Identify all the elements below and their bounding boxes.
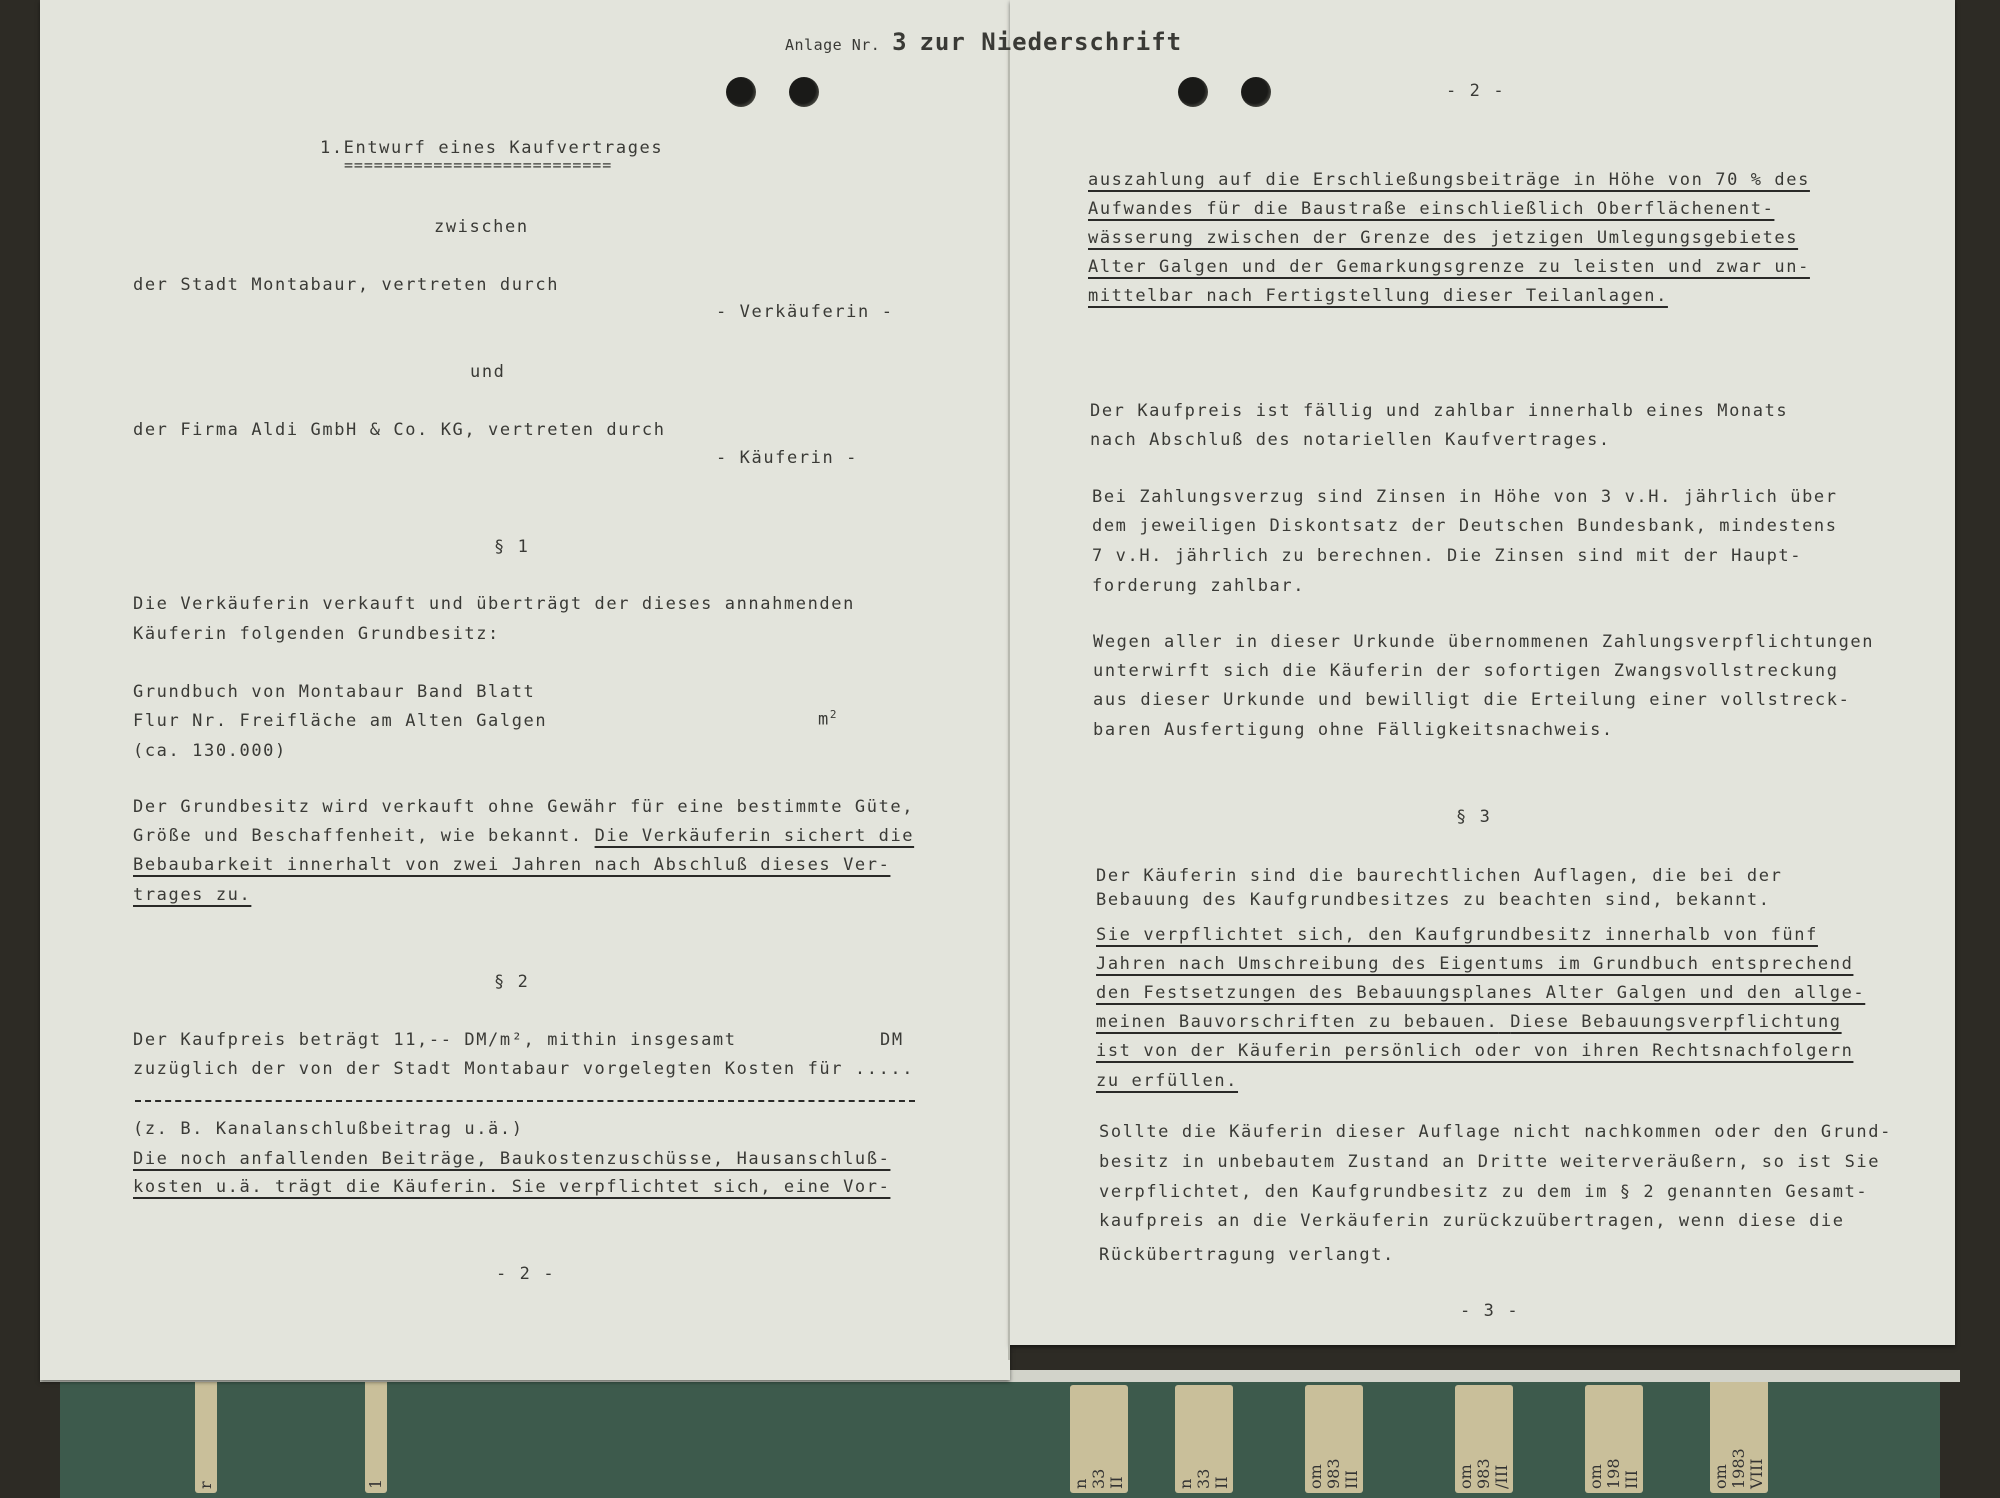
text-line: Wegen aller in dieser Urkunde übernommenen Zahlungsverpflichtungen: [1093, 632, 1875, 652]
text-line: verpflichtet, den Kaufgrundbesitz zu dem im § 2 genannten Gesamt-: [1099, 1182, 1869, 1202]
underlined-line: Alter Galgen und der Gemarkungsgrenze zu leisten und zwar un-: [1088, 257, 1810, 277]
underlined-line: den Festsetzungen des Bebauungsplanes Alter Galgen und den allge-: [1096, 983, 1866, 1003]
price-currency: DM: [880, 1030, 904, 1050]
underlined-line: Bebaubarkeit innerhalt von zwei Jahren nach Abschluß dieses Ver-: [133, 855, 891, 875]
text-line: Der Kaufpreis ist fällig und zahlbar innerhalb eines Monats: [1090, 401, 1789, 421]
folder-tab[interactable]: om 983 /III: [1455, 1385, 1513, 1493]
underlined-line: Jahren nach Umschreibung des Eigentums im Grundbuch entsprechend: [1096, 954, 1854, 974]
text-line: Bebauung des Kaufgrundbesitzes zu beachten sind, bekannt.: [1096, 890, 1771, 910]
party-seller: der Stadt Montabaur, vertreten durch: [133, 275, 560, 295]
section-3-heading: § 3: [1456, 807, 1492, 827]
punch-hole: [1241, 77, 1271, 107]
text-line: Die Verkäuferin verkauft und überträgt der dieses annahmenden: [133, 594, 855, 614]
text-line: Größe und Beschaffenheit, wie bekannt. Die Verkäuferin sichert die: [133, 826, 915, 846]
underlined-line: Sie verpflichtet sich, den Kaufgrundbesitz innerhalb von fünf: [1096, 925, 1818, 945]
underlined-line: meinen Bauvorschriften zu bebauen. Diese Bebauungsverpflichtung: [1096, 1012, 1842, 1032]
text-line: Bei Zahlungsverzug sind Zinsen in Höhe von 3 v.H. jährlich über: [1092, 487, 1838, 507]
buyer-role: - Käuferin -: [716, 448, 859, 468]
text-line: Der Grundbesitz wird verkauft ohne Gewähr für eine bestimmte Güte,: [133, 797, 915, 817]
text-line: forderung zahlbar.: [1092, 576, 1306, 596]
text-line: kaufpreis an die Verkäuferin zurückzuübertragen, wenn diese die: [1099, 1211, 1845, 1231]
price-line: Der Kaufpreis beträgt 11,-- DM/m², mithin insgesamt: [133, 1030, 737, 1050]
area-unit: $m^2$: [818, 708, 839, 730]
text-line: Käuferin folgenden Grundbesitz:: [133, 624, 500, 644]
folder-tab[interactable]: r: [195, 1375, 217, 1493]
text-line: Rückübertragung verlangt.: [1099, 1245, 1395, 1265]
text-line: (z. B. Kanalanschlußbeitrag u.ä.): [133, 1119, 524, 1139]
and-label: und: [470, 362, 506, 382]
text-line: 7 v.H. jährlich zu berechnen. Die Zinsen sind mit der Haupt-: [1092, 546, 1803, 566]
page-fold: [1008, 40, 1010, 1360]
land-parcel-line: Flur Nr. Freifläche am Alten Galgen: [133, 711, 548, 731]
text-line: zuzüglich der von der Stadt Montabaur vorgelegten Kosten für .....: [133, 1059, 915, 1079]
folder-tab[interactable]: n 33 II: [1070, 1385, 1128, 1493]
folder-tab[interactable]: 1: [365, 1375, 387, 1493]
contract-title: 1.Entwurf eines Kaufvertrages: [320, 138, 664, 158]
text-line: unterwirft sich die Käuferin der sofortigen Zwangsvollstreckung: [1093, 661, 1839, 681]
underlined-line: Aufwandes für die Baustraße einschließlich Oberflächenent-: [1088, 199, 1775, 219]
page-number: - 3 -: [1460, 1301, 1520, 1321]
text-line: nach Abschluß des notariellen Kaufvertrages.: [1090, 430, 1611, 450]
punch-hole: [789, 77, 819, 107]
text-line: Sollte die Käuferin dieser Auflage nicht nachkommen oder den Grund-: [1099, 1122, 1892, 1142]
underlined-line: zu erfüllen.: [1096, 1071, 1239, 1091]
page-number: - 2 -: [496, 1264, 556, 1284]
annex-header: Anlage Nr. 3 zur Niederschrift: [785, 28, 1183, 56]
underlined-line: kosten u.ä. trägt die Käuferin. Sie verpflichtet sich, eine Vor-: [133, 1177, 891, 1197]
area-estimate: (ca. 130.000): [133, 741, 287, 761]
underlined-line: Die noch anfallenden Beiträge, Baukostenzuschüsse, Hausanschluß-: [133, 1149, 891, 1169]
underlined-line: mittelbar nach Fertigstellung dieser Teilanlagen.: [1088, 286, 1668, 306]
land-register-line: Grundbuch von Montabaur Band Blatt: [133, 682, 536, 702]
punch-hole: [1178, 77, 1208, 107]
text-line: baren Ausfertigung ohne Fälligkeitsnachweis.: [1093, 720, 1614, 740]
text-line: besitz in unbebautem Zustand an Dritte weiterveräußern, so ist Sie: [1099, 1152, 1881, 1172]
underlined-line: ist von der Käuferin persönlich oder von ihren Rechtsnachfolgern: [1096, 1041, 1854, 1061]
underlined-line: auszahlung auf die Erschließungsbeiträge in Höhe von 70 % des: [1088, 170, 1810, 190]
seller-role: - Verkäuferin -: [716, 302, 894, 322]
text-line: dem jeweiligen Diskontsatz der Deutschen Bundesbank, mindestens: [1092, 516, 1838, 536]
folder-tab[interactable]: n 33 II: [1175, 1385, 1233, 1493]
page-header-number: - 2 -: [1446, 81, 1506, 101]
punch-hole: [726, 77, 756, 107]
dashed-rule: [135, 1100, 915, 1102]
underlined-line: trages zu.: [133, 885, 252, 905]
section-2-heading: § 2: [494, 972, 530, 992]
text-line: aus dieser Urkunde und bewilligt die Erteilung einer vollstreck-: [1093, 690, 1851, 710]
binder-base: [60, 1370, 1940, 1498]
text-line: Der Käuferin sind die baurechtlichen Auflagen, die bei der: [1096, 866, 1783, 886]
folder-tab[interactable]: om 983 III: [1305, 1385, 1363, 1493]
folder-tab[interactable]: om 198 III: [1585, 1385, 1643, 1493]
between-label: zwischen: [434, 217, 529, 237]
underlined-line: wässerung zwischen der Grenze des jetzigen Umlegungsgebietes: [1088, 228, 1799, 248]
title-double-rule: ===========================: [344, 156, 613, 174]
folder-tab[interactable]: om 1983 VIII: [1710, 1375, 1768, 1493]
party-buyer: der Firma Aldi GmbH & Co. KG, vertreten durch: [133, 420, 666, 440]
section-1-heading: § 1: [494, 537, 530, 557]
